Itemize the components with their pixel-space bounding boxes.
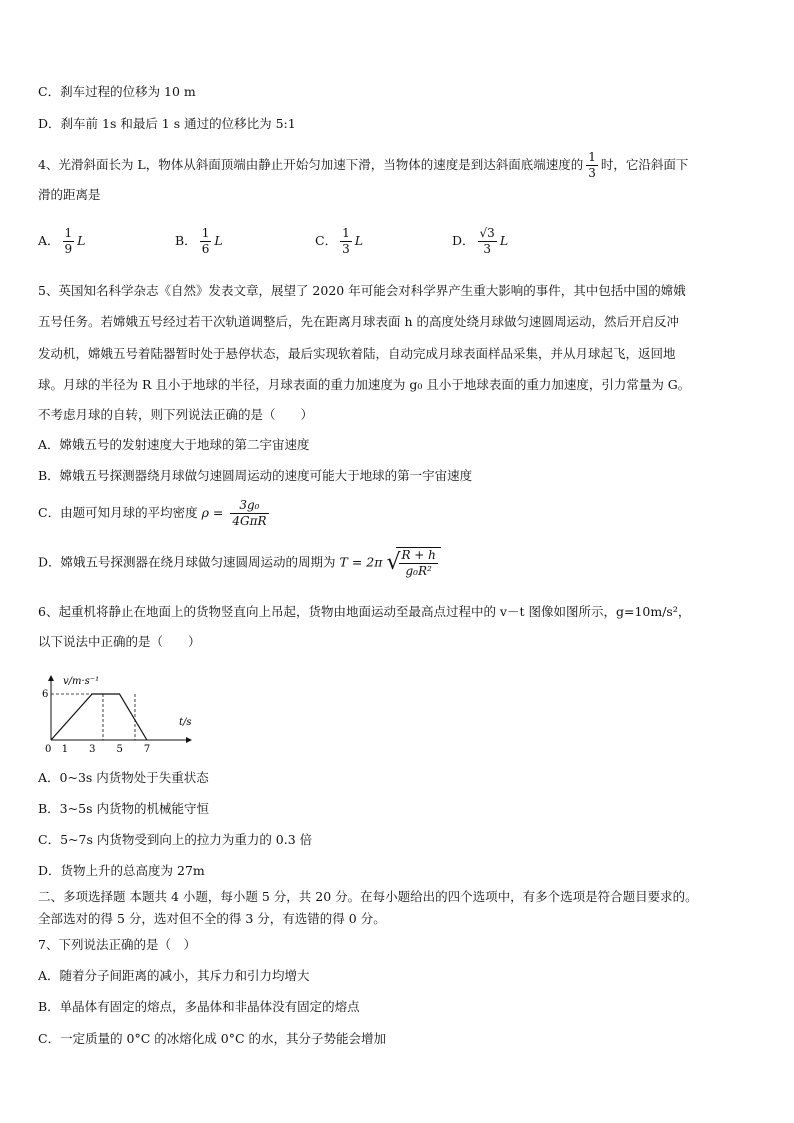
x-tick-7: 7: [143, 744, 151, 755]
question-4-stem: 4、光滑斜面长为 L，物体从斜面顶端由静止开始匀加速下滑，当物体的速度是到达斜面底端速度的 $\frac{1}{3}$ 时，它沿斜面下: [38, 150, 689, 180]
x-tick-0: 0: [45, 744, 52, 755]
question-5-option-c: C．由题可知月球的平均密度 ρ = $\frac{\text{3g₀}}{\text{4GπR}}$: [38, 498, 267, 528]
x-tick-3: 3: [89, 744, 96, 755]
vt-graph: [38, 670, 208, 755]
question-7-option-c: C．一定质量的 0°C 的冰熔化成 0°C 的水，其分子势能会增加: [38, 1031, 386, 1046]
x-tick-1: 1: [61, 744, 69, 755]
option-d-prev: D．刹车前 1s 和最后 1 s 通过的位移比为 5:1: [38, 116, 296, 131]
question-5-line-1: 5、英国知名科学杂志《自然》发表文章，展望了 2020 年可能会对科学界产生重大影响的事件，其中包括中国的嫦娥: [38, 283, 686, 298]
velocity-curve: [51, 694, 147, 740]
question-4-stem-cont: 滑的距离是: [38, 187, 101, 202]
question-4-option-a: A． $\frac{1}{9}$ L: [38, 226, 86, 256]
question-6-option-c: C．5~7s 内货物受到向上的拉力为重力的 0.3 倍: [38, 832, 313, 847]
density-formula: $\frac{\text{3g₀}}{\text{4GπR}}$: [232, 498, 267, 528]
density-symbol: ρ =: [201, 505, 224, 520]
question-5-option-a: A．嫦娥五号的发射速度大于地球的第二宇宙速度: [38, 437, 310, 452]
question-5-line-4: 球。月球的半径为 R 且小于地球的半径，月球表面的重力加速度为 g₀ 且小于地球表面的重力加速度，引力常量为 G。: [38, 377, 691, 392]
y-axis-label: v/m·s⁻¹: [63, 676, 100, 687]
section-2-heading-cont: 全部选对的得 5 分，选对但不全的得 3 分，有选错的得 0 分。: [38, 911, 386, 926]
question-6-line-2: 以下说法中正确的是（ ）: [38, 634, 201, 649]
fraction-one-third: $\frac{1}{3}$: [588, 150, 596, 180]
question-5-line-2: 五号任务。若嫦娥五号经过若干次轨道调整后，先在距离月球表面 h 的高度处绕月球做匀速圆周运动，然后开启反冲: [38, 314, 679, 329]
x-axis-label: t/s: [179, 717, 192, 728]
question-7-stem: 7、下列说法正确的是（ ）: [38, 937, 196, 952]
question-5-line-3: 发动机，嫦娥五号着陆器暂时处于悬停状态，最后实现软着陆，自动完成月球表面样品采集，并从月球起飞，返回地: [38, 346, 676, 361]
question-6-option-d: D．货物上升的总高度为 27m: [38, 863, 205, 878]
section-2-heading: 二、多项选择题 本题共 4 小题，每小题 5 分，共 20 分。在每小题给出的四个选项中，有多个选项是符合题目要求的。: [38, 889, 698, 904]
question-4-option-b: B． $\frac{1}{6}$ L: [175, 226, 223, 256]
question-5-line-5: 不考虑月球的自转，则下列说法正确的是（ ）: [38, 407, 314, 422]
question-5-option-d: D．嫦娥五号探测器在绕月球做匀速圆周运动的周期为 T = 2π √ $\frac{R + h}{\text{g₀R²}}$: [38, 547, 441, 579]
question-4-option-c: C． $\frac{1}{3}$ L: [315, 226, 364, 256]
question-6-option-b: B．3~5s 内货物的机械能守恒: [38, 801, 209, 816]
y-tick-6: 6: [42, 689, 49, 700]
question-5-option-b: B．嫦娥五号探测器绕月球做匀速圆周运动的速度可能大于地球的第一宇宙速度: [38, 468, 473, 483]
question-4-option-d: D． $\frac{√3}{3}$ L: [452, 226, 509, 256]
question-6-option-a: A．0~3s 内货物处于失重状态: [38, 770, 209, 785]
question-7-option-a: A．随着分子间距离的减小，其斥力和引力均增大: [38, 968, 310, 983]
option-c-prev: C．刹车过程的位移为 10 m: [38, 84, 196, 99]
question-7-option-b: B．单晶体有固定的熔点，多晶体和非晶体没有固定的熔点: [38, 999, 360, 1014]
period-symbol: T = 2π: [339, 554, 383, 570]
x-tick-5: 5: [116, 744, 123, 755]
question-6-line-1: 6、起重机将静止在地面上的货物竖直向上吊起，货物由地面运动至最高点过程中的 v－t 图像如图所示，g=10m/s²，: [38, 604, 691, 619]
sqrt-formula: √ $\frac{R + h}{\text{g₀R²}}$: [386, 547, 440, 579]
